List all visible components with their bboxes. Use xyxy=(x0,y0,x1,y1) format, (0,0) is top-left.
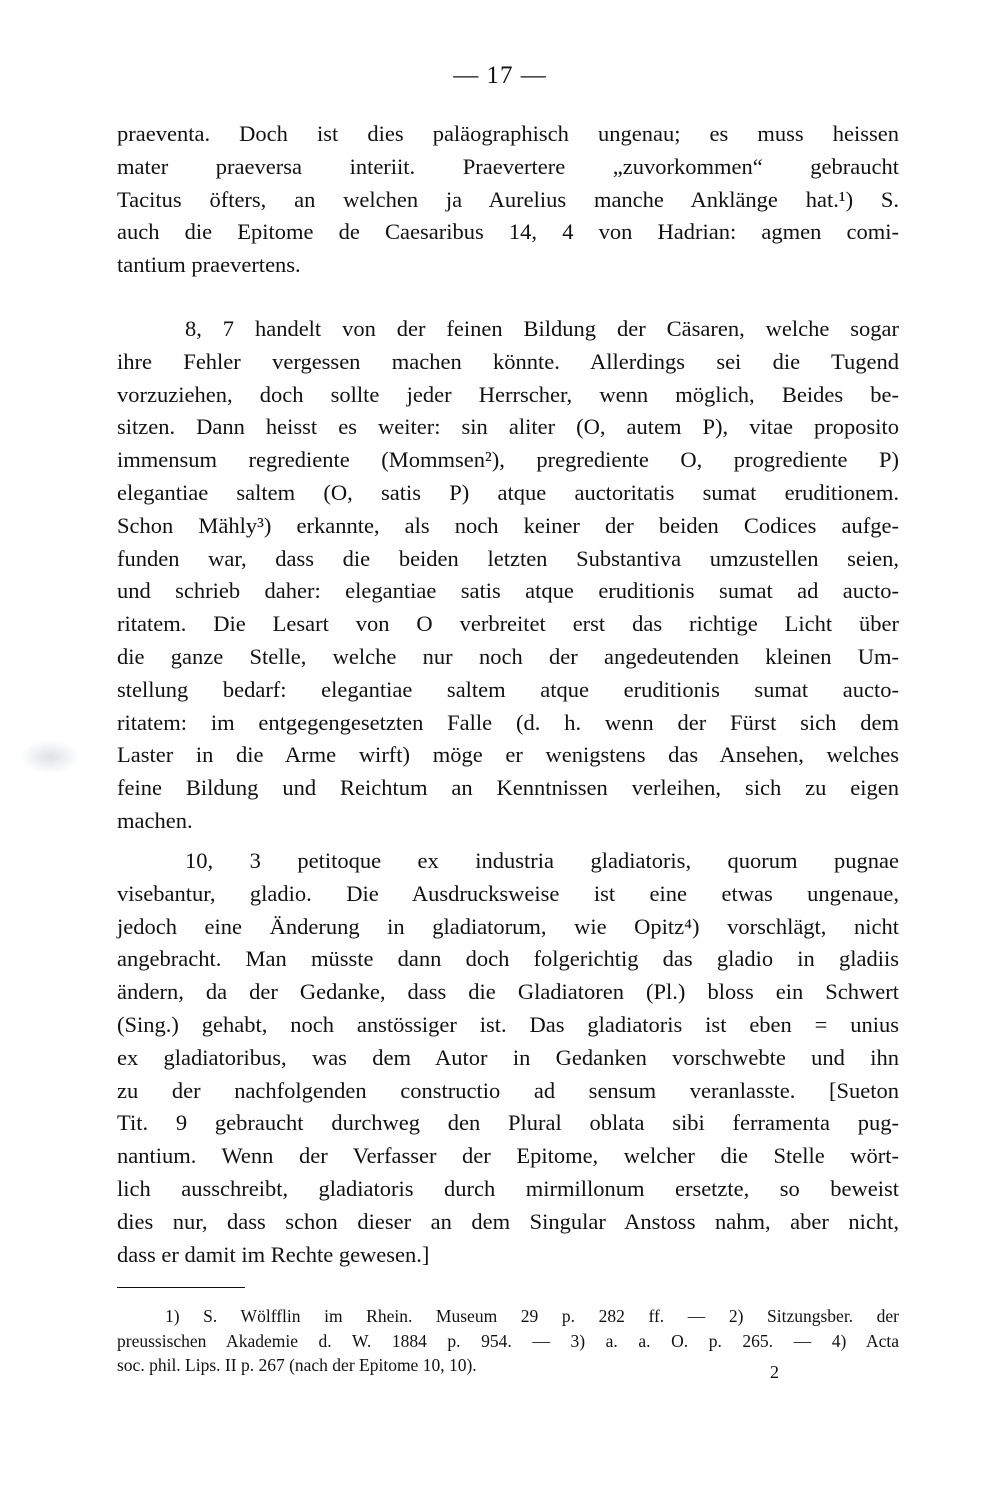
sheet-signature: 2 xyxy=(770,1362,779,1382)
text-line: feine Bildung und Reichtum an Kenntnissen verleihen, sich zu eigen xyxy=(117,775,899,801)
text-line: tantium praevertens. xyxy=(117,252,301,278)
text-line: elegantiae saltem (O, satis P) atque auctoritatis sumat eruditionem. xyxy=(117,479,899,505)
text-line: dies nur, dass schon dieser an dem Singular Anstoss nahm, aber nicht, xyxy=(117,1208,899,1234)
text-line: praeventa. Doch ist dies paläographisch ungenau; es muss heissen xyxy=(117,121,899,146)
footnote-line: preussischen Akademie d. W. 1884 p. 954. — 3) a. a. O. p. 265. — 4) Acta xyxy=(117,1330,899,1351)
paragraph-3 xyxy=(117,845,899,1271)
footnotes xyxy=(117,1304,899,1378)
text-line: stellung bedarf: elegantiae saltem atque eruditionis sumat aucto- xyxy=(117,676,899,702)
text-line: Schon Mähly³) erkannte, als noch keiner der beiden Codices aufge- xyxy=(117,512,899,538)
text-line: ritatem. Die Lesart von O verbreitet erst das richtige Licht über xyxy=(117,611,899,637)
text-line: 10, 3 petitoque ex industria gladiatoris, quorum pugnae xyxy=(185,848,899,873)
text-line: auch die Epitome de Caesaribus 14, 4 von Hadrian: agmen comi- xyxy=(117,219,899,245)
paragraph-2 xyxy=(117,313,899,838)
text-line: zu der nachfolgenden constructio ad sensum veranlasste. [Sueton xyxy=(117,1077,899,1103)
text-line: dass er damit im Rechte gewesen.] xyxy=(117,1241,430,1267)
footnote-line: soc. phil. Lips. II p. 267 (nach der Epitome 10, 10). xyxy=(117,1355,477,1375)
text-line: ex gladiatoribus, was dem Autor in Gedanken vorschwebte und ihn xyxy=(117,1044,899,1070)
text-line: Tacitus öfters, an welchen ja Aurelius manche Anklänge hat.¹) S. xyxy=(117,186,899,212)
text-line: 8, 7 handelt von der feinen Bildung der Cäsaren, welche sogar xyxy=(185,316,899,341)
paragraph-1 xyxy=(117,118,899,282)
text-line: vorzuziehen, doch sollte jeder Herrscher, wenn möglich, Beides be- xyxy=(117,381,899,407)
text-line: machen. xyxy=(117,807,193,833)
text-line: Laster in die Arme wirft) möge er wenigstens das Ansehen, welches xyxy=(117,742,899,768)
text-line: lich ausschreibt, gladiatoris durch mirmillonum ersetzte, so beweist xyxy=(117,1175,899,1201)
text-line: angebracht. Man müsste dann doch folgerichtig das gladio in gladiis xyxy=(117,946,899,972)
page-number: — 17 — xyxy=(453,62,547,89)
paper-stain xyxy=(20,740,80,774)
text-line: und schrieb daher: elegantiae satis atque eruditionis sumat ad aucto- xyxy=(117,578,899,604)
text-line: die ganze Stelle, welche nur noch der angedeutenden kleinen Um- xyxy=(117,643,899,669)
text-line: ritatem: im entgegengesetzten Falle (d. h. wenn der Fürst sich dem xyxy=(117,709,899,735)
text-line: funden war, dass die beiden letzten Substantiva umzustellen seien, xyxy=(117,545,899,571)
footnote-line: 1) S. Wölfflin im Rhein. Museum 29 p. 282 ff. — 2) Sitzungsber. der xyxy=(165,1306,899,1326)
text-line: jedoch eine Änderung in gladiatorum, wie Opitz⁴) vorschlägt, nicht xyxy=(117,913,899,939)
text-line: (Sing.) gehabt, noch anstössiger ist. Das gladiatoris ist eben = unius xyxy=(117,1011,899,1037)
footnote-divider xyxy=(117,1287,245,1288)
text-line: ändern, da der Gedanke, dass die Gladiatoren (Pl.) bloss ein Schwert xyxy=(117,979,899,1005)
text-line: immensum regrediente (Mommsen²), pregrediente O, progrediente P) xyxy=(117,447,899,473)
text-line: mater praeversa interiit. Praevertere „zuvorkommen“ gebraucht xyxy=(117,153,899,179)
text-line: nantium. Wenn der Verfasser der Epitome, welcher die Stelle wört- xyxy=(117,1143,899,1169)
text-line: visebantur, gladio. Die Ausdrucksweise ist eine etwas ungenaue, xyxy=(117,880,899,906)
text-line: sitzen. Dann heisst es weiter: sin aliter (O, autem P), vitae proposito xyxy=(117,414,899,440)
text-line: ihre Fehler vergessen machen könnte. Allerdings sei die Tugend xyxy=(117,348,899,374)
text-line: Tit. 9 gebraucht durchweg den Plural oblata sibi ferramenta pug- xyxy=(117,1110,899,1136)
